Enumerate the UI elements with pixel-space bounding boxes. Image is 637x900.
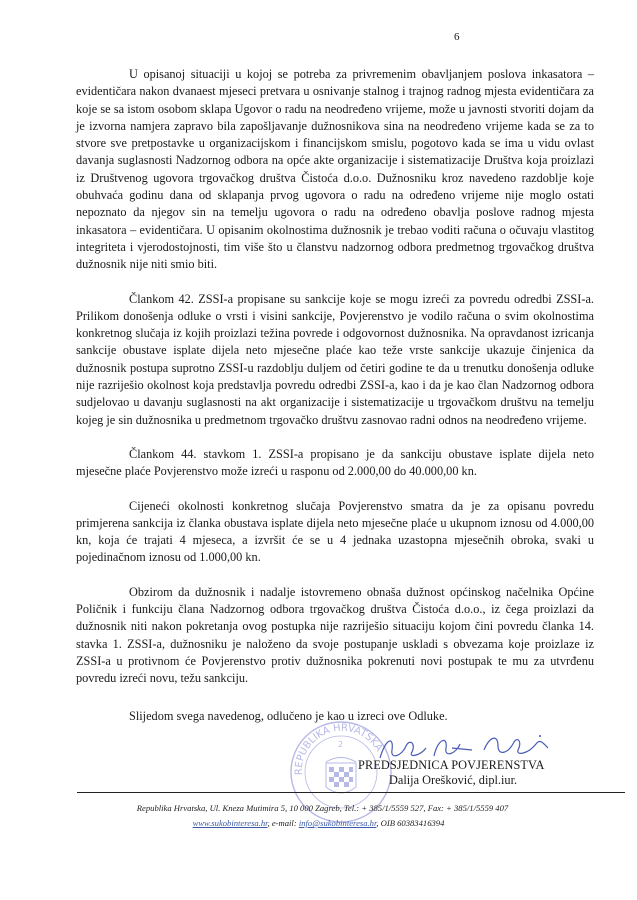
email-link[interactable]: info@sukobinteresa.hr — [298, 818, 377, 828]
paragraph-article-44: Člankom 44. stavkom 1. ZSSI-a propisano je da sankciju obustave isplate dijela neto mjesečne plaće Povjerenstvo može izreći u rasponu od 2.000,00 do 40.000,00 kn. — [76, 446, 594, 479]
footer-divider — [77, 792, 625, 793]
oib-text: , OIB 60383416394 — [376, 818, 445, 828]
closing-sentence: Slijedom svega navedenog, odlučeno je kao u izreci ove Odluke. — [129, 709, 448, 723]
document-body — [76, 66, 594, 688]
footer-contact — [0, 818, 637, 828]
signatory-title: PREDSJEDNICA POVJERENSTVA — [358, 758, 545, 772]
website-link[interactable]: www.sukobinteresa.hr — [192, 818, 268, 828]
paragraph-sanctions: Člankom 42. ZSSI-a propisane su sankcije koje se mogu izreći za povredu odredbi ZSSI-a. Prilikom donošenja odluke o vrsti i visini sankcije, Povjerenstvo je vodilo računa o svim okolnostima konkretnog slučaja iz kojih proizlazi težina povrede i odgovornost dužnosnika. Na opravdanost izricanja sankcije obustave isplate dijela neto mjesečne plaće kao teže vrste sankcije ukazuje činjenica da dužnosnik postupa suprotno ZSSI-u razdoblju duljem od četiri godine te da u trenutku donošenja odluke nije razriješio okolnost koja predstavlja povredu odredbi ZSSI-a, kao i da je kao član Nadzornog odbora sudjelovao u davanju suglasnosti na akt organizacije i sistematizacije u trgovačkom društvu na temelju kojeg je sin dužnosnika u predmetnom trgovačko društvu zasnovao radni odnos na neodređeno vrijeme. — [76, 291, 594, 427]
page-number: 6 — [454, 31, 460, 43]
paragraph-sanction-amount: Cijeneći okolnosti konkretnog slučaja Povjerenstvo smatra da je za opisanu povredu primjerena sankcija iz članka obustava isplate dijela neto mjesečne plaće u ukupnom iznosu od 4.000,00 kn, koja će trajati 4 mjeseca, a izvršit će se u 4 jednaka uzastopna mjesečnih obroka, svaki u pojedinačnom iznosu od 1.000,00 kn. — [76, 498, 594, 565]
signatory-name: Dalija Orešković, dipl.iur. — [389, 773, 518, 787]
paragraph-order: Obzirom da dužnosnik i nadalje istovremeno obnaša dužnost općinskog načelnika Općine Poličnik i funkciju člana Nadzornog odbora trgovačkog društva Čistoća d.o.o., iz čega proizlazi da dužnosnik niti nakon pokretanja ovog postupka nije razriješio situaciju kojom čini povredu članka 14. stavka 1. ZSSI-a, dužnosniku je naloženo da svoje postupanje uskladi s obvezama koje proizlaze iz ZSSI-a u protivnom će Povjerenstvo protiv dužnosnika pokrenuti novi postupak te mu za utvrđenu povredu izreći novu, težu sankciju. — [76, 584, 594, 686]
paragraph-situation: U opisanoj situaciji u kojoj se potreba za privremenim obavljanjem poslova inkasatora – evidentičara nakon dvanaest mjeseci pretvara u osnivanje stalnog i trajnog radnog mjesta evidentičara za koje se sa istom osobom sklapa Ugovor o radu na neodređeno vrijeme, može u javnosti stvoriti dojam da je izvorna namjera zapravo bila zapošljavanje dužnosnikova sina na neodređeno vrijeme kada se za to stvore sve pretpostavke u organizacijskom i financijskom smislu, pogotovo kada se ima u vidu ovlast davanja suglasnosti Nadzornog odbora na opće akte organizacije i sistematizacije Društva koja proizlazi iz Društvenog ugovora trgovačkog društva Čistoća d.o.o. Dužnosniku kroz navedeno razdoblje koje obuhvaća godinu dana od sklapanja prvog ugovora o radu na određeno vrijeme nije moglo ostati nepoznato da njegov sin na temelju ugovora o radu na određeno obavlja poslove radnog mjesta inkasatora – evidentičara. U opisanim okolnostima dužnosnik je trebao voditi računa o očuvaju vlastitog integriteta i vjerodostojnosti, tim više što u članstvu nadzornog odbora predmetnog trgovačkog društva dužnosnik nije niti smio biti. — [76, 67, 594, 272]
stamp-text: REPUBLIKA HRVATSKA — [293, 722, 385, 776]
footer-address: Republika Hrvatska, Ul. Kneza Mutimira 5, 10 000 Zagreb, Tel.: + 385/1/5559 527, Fax: + 385/1/5559 407 — [136, 803, 509, 813]
stamp-number: 2 — [338, 740, 344, 749]
coat-of-arms-icon — [326, 758, 356, 794]
email-label: , e-mail: — [267, 818, 299, 828]
